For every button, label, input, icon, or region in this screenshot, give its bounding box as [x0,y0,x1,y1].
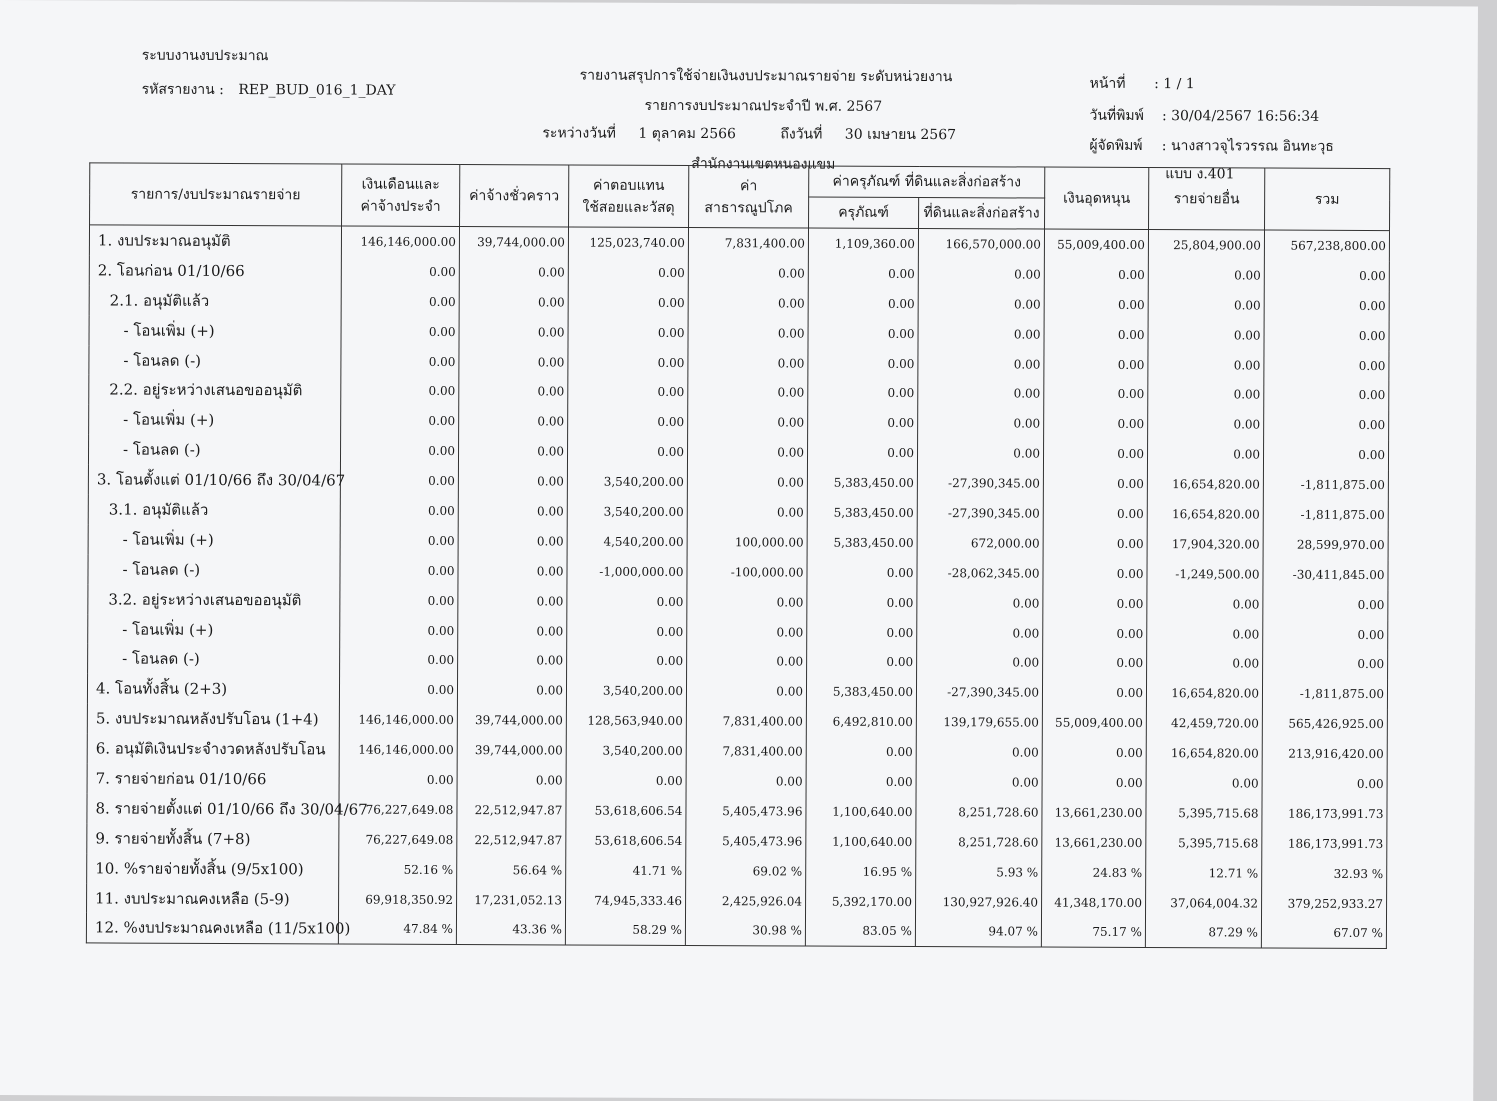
row-value: 74,945,333.46 [566,885,686,915]
row-value: 0.00 [1148,320,1264,350]
row-value: 0.00 [808,378,918,408]
row-value: 0.00 [1148,379,1264,409]
row-value: 83.05 % [805,916,915,947]
row-value: 87.29 % [1145,917,1261,948]
row-label: 1. งบประมาณอนุมัติ [89,225,341,256]
col-utilities-line1: ค่า [740,177,758,194]
row-value: 0.00 [341,346,459,376]
row-value: 0.00 [1044,379,1148,409]
row-value: 0.00 [1044,289,1148,319]
row-value: 0.00 [1147,439,1263,469]
row-value: 0.00 [458,586,567,616]
row-label: 7. รายจ่ายก่อน 01/10/66 [87,763,339,794]
row-value: 47.84 % [338,914,456,945]
row-value: 1,109,360.00 [808,228,918,259]
row-value: 0.00 [459,317,568,347]
row-value: 0.00 [1263,440,1388,470]
row-value: 0.00 [1264,380,1389,410]
row-value: 0.00 [568,377,688,407]
row-value: 0.00 [1043,499,1147,529]
row-value: 0.00 [458,645,567,675]
row-value: 0.00 [340,615,458,645]
row-value: 0.00 [340,645,458,675]
row-value: 0.00 [568,407,688,437]
row-value: 0.00 [918,408,1044,438]
row-value: 0.00 [567,437,687,467]
row-value: -100,000.00 [687,557,807,587]
period-from: 1 ตุลาคม 2566 [638,125,736,143]
row-label: 3.2. อยู่ระหว่างเสนอขออนุมัติ [88,584,340,615]
row-value: 39,744,000.00 [457,705,566,735]
row-value: 213,916,420.00 [1262,739,1387,769]
row-value: 53,618,606.54 [566,825,686,855]
row-value: 0.00 [567,586,687,616]
row-label: - โอนเพิ่ม (+) [89,315,341,346]
row-value: 7,831,400.00 [686,736,806,766]
row-value: 94.07 % [915,916,1041,947]
row-label: 2.2. อยู่ระหว่างเสนอขออนุมัติ [89,375,341,406]
row-value: 53,618,606.54 [566,795,686,825]
row-value: -1,811,875.00 [1262,679,1387,709]
report-title: รายงานสรุปการใช้จ่ายเงินงบประมาณรายจ่าย ระดับหน่วยงาน [579,67,953,86]
row-label: - โอนเพิ่ม (+) [89,405,341,436]
row-label: - โอนลด (-) [88,435,340,466]
col-utilities [689,166,809,229]
row-value: 0.00 [808,318,918,348]
row-value: 0.00 [918,349,1044,379]
row-value: 3,540,200.00 [566,736,686,766]
row-value: 0.00 [688,288,808,318]
header-row-1 [90,163,1390,200]
row-value: 0.00 [1147,648,1263,678]
row-value: -1,000,000.00 [567,556,687,586]
row-value: 0.00 [806,737,916,767]
row-value: 672,000.00 [917,528,1043,558]
report-subtitle: รายการงบประมาณประจำปี พ.ศ. 2567 [644,97,883,115]
row-value: 32.93 % [1262,858,1387,888]
page-value: : 1 / 1 [1154,76,1195,93]
row-label: - โอนลด (-) [88,644,340,675]
row-value: 0.00 [1263,589,1388,619]
col-compensation-line2: ใช้สอยและวัสดุ [582,199,675,216]
row-value: 39,744,000.00 [459,227,568,258]
row-value: 0.00 [340,525,458,555]
row-label: 12. %งบประมาณคงเหลือ (11/5x100) [86,913,338,944]
row-value: 5,392,170.00 [806,886,916,916]
col-item: รายการ/งบประมาณรายจ่าย [90,163,342,226]
col-subsidy: เงินอุดหนุน [1045,167,1149,229]
row-value: 5,395,715.68 [1146,798,1262,828]
row-value: 0.00 [807,647,917,677]
row-value: 0.00 [1264,410,1389,440]
row-value: 0.00 [1264,320,1389,350]
row-label: - โอนลด (-) [89,345,341,376]
row-value: 4,540,200.00 [567,526,687,556]
row-value: 0.00 [341,376,459,406]
row-value: 0.00 [568,287,688,317]
row-value: 8,251,728.60 [916,797,1042,827]
row-value: 5,383,450.00 [807,527,917,557]
row-label: - โอนเพิ่ม (+) [88,524,340,555]
row-value: 0.00 [1262,769,1387,799]
row-value: -27,390,345.00 [917,468,1043,498]
office-name: สำนักงานเขตหนองแขม [691,156,836,173]
row-value: 565,426,925.00 [1262,709,1387,739]
row-value: 55,009,400.00 [1044,229,1148,260]
row-value: 0.00 [687,617,807,647]
row-value: 0.00 [1044,349,1148,379]
row-value: 0.00 [808,258,918,288]
row-value: 0.00 [457,675,566,705]
report-code [142,79,396,102]
print-date [1089,105,1319,128]
row-value: 25,804,900.00 [1148,230,1264,261]
row-value: 0.00 [341,256,459,286]
row-value: 0.00 [458,526,567,556]
row-value: 0.00 [1043,618,1147,648]
row-value: 8,251,728.60 [916,827,1042,857]
row-value: 0.00 [459,406,568,436]
system-name: ระบบงานงบประมาณ [141,47,269,65]
row-label: 2.1. อนุมัติแล้ว [89,285,341,316]
row-value: 0.00 [459,347,568,377]
row-value: 43.36 % [456,914,565,945]
row-value: 41,348,170.00 [1042,887,1146,917]
row-value: 0.00 [1043,469,1147,499]
row-value: 0.00 [918,259,1044,289]
row-value: 0.00 [1043,439,1147,469]
row-value: 56.64 % [457,855,566,885]
row-value: 0.00 [1264,260,1389,290]
row-value: -27,390,345.00 [916,677,1042,707]
row-value: 166,570,000.00 [918,229,1044,260]
row-value: 1,100,640.00 [806,826,916,856]
row-value: 0.00 [918,319,1044,349]
row-value: 16,654,820.00 [1146,678,1262,708]
row-value: 0.00 [1043,528,1147,558]
row-value: 0.00 [808,348,918,378]
row-value: 0.00 [457,765,566,795]
row-value: 0.00 [917,438,1043,468]
row-value: 0.00 [807,617,917,647]
row-value: 0.00 [688,258,808,288]
col-compensation-line1: ค่าตอบแทน [592,177,665,194]
row-value: 0.00 [687,587,807,617]
row-label: 4. โอนทั้งสิ้น (2+3) [87,674,339,705]
row-value: 3,540,200.00 [567,467,687,497]
row-value: 0.00 [459,376,568,406]
row-value: 7,831,400.00 [686,706,806,736]
row-value: 5,383,450.00 [807,468,917,498]
row-value: 13,661,230.00 [1042,797,1146,827]
row-value: 0.00 [458,466,567,496]
row-value: 0.00 [917,618,1043,648]
row-value: 0.00 [686,676,806,706]
row-value: 16,654,820.00 [1147,469,1263,499]
row-value: -28,062,345.00 [917,558,1043,588]
col-total: รวม [1265,168,1390,231]
row-value: 0.00 [1147,589,1263,619]
row-value: 22,512,947.87 [457,795,566,825]
printer [1089,135,1333,158]
row-value: 125,023,740.00 [568,227,688,258]
row-value: 0.00 [1044,409,1148,439]
row-value: 0.00 [916,767,1042,797]
row-label: 3.1. อนุมัติแล้ว [88,494,340,525]
row-value: 0.00 [688,407,808,437]
row-value: 28,599,970.00 [1263,529,1388,559]
period-from-label: ระหว่างวันที่ [542,125,616,142]
row-value: 0.00 [688,348,808,378]
row-value: 0.00 [1147,619,1263,649]
row-value: 76,227,649.08 [339,794,457,824]
row-value: 5,405,473.96 [686,826,806,856]
col-other: รายจ่ายอื่น [1149,168,1265,231]
row-value: 0.00 [1146,768,1262,798]
row-value: 7,831,400.00 [688,228,808,259]
row-value: 0.00 [1263,649,1388,679]
row-label: - โอนลด (-) [88,554,340,585]
page-label: หน้าที่ [1089,75,1126,92]
row-value: 0.00 [458,616,567,646]
row-label: 9. รายจ่ายทั้งสิ้น (7+8) [87,823,339,854]
row-value: 0.00 [341,406,459,436]
row-value: 0.00 [458,556,567,586]
row-value: 146,146,000.00 [341,226,459,257]
row-value: 52.16 % [339,854,457,884]
row-value: 0.00 [339,765,457,795]
printer-label: ผู้จัดพิมพ์ [1089,137,1143,154]
row-value: 0.00 [1148,350,1264,380]
row-value: 12.71 % [1146,858,1262,888]
row-value: 17,231,052.13 [457,885,566,915]
row-value: 0.00 [458,496,567,526]
col-group-durable: ค่าครุภัณฑ์ ที่ดินและสิ่งก่อสร้าง [809,166,1045,198]
row-value: 0.00 [340,585,458,615]
row-value: 0.00 [917,647,1043,677]
row-value: 0.00 [1264,290,1389,320]
period-to-label: ถึงวันที่ [780,126,823,143]
row-value: 0.00 [687,646,807,676]
row-value: 41.71 % [566,855,686,885]
row-value: 0.00 [1042,738,1146,768]
row-value: 0.00 [1148,409,1264,439]
budget-summary-table [86,162,1390,949]
row-value: 186,173,991.73 [1262,828,1387,858]
row-value: 0.00 [686,766,806,796]
row-value: 69,918,350.92 [339,884,457,914]
row-value: -1,811,875.00 [1263,470,1388,500]
row-value: -1,811,875.00 [1263,500,1388,530]
row-label: 10. %รายจ่ายทั้งสิ้น (9/5x100) [87,853,339,884]
row-value: 0.00 [1043,588,1147,618]
row-value: 128,563,940.00 [566,706,686,736]
print-date-label: วันที่พิมพ์ [1089,107,1144,124]
row-value: 0.00 [566,766,686,796]
row-value: 30.98 % [685,915,805,946]
row-value: 0.00 [568,257,688,287]
row-label: 3. โอนตั้งแต่ 01/10/66 ถึง 30/04/67 [88,465,340,496]
row-value: -1,249,500.00 [1147,559,1263,589]
report-code-label: รหัสรายงาน : [141,81,224,98]
row-value: 100,000.00 [687,527,807,557]
row-value: 0.00 [1044,319,1148,349]
table-row [86,913,1386,949]
row-value: 67.07 % [1261,918,1386,949]
row-value: 2,425,926.04 [686,886,806,916]
row-value: 0.00 [568,347,688,377]
row-value: 55,009,400.00 [1042,708,1146,738]
printer-value: : นางสาวจุไรวรรณ อินทะวุธ [1161,138,1334,155]
row-value: 0.00 [340,555,458,585]
row-value: 16.95 % [806,856,916,886]
row-value: 0.00 [806,767,916,797]
row-value: 0.00 [459,257,568,287]
report-period [542,122,956,146]
row-value: 379,252,933.27 [1262,888,1387,918]
row-value: 0.00 [808,408,918,438]
row-value: 0.00 [1044,259,1148,289]
row-value: 0.00 [568,317,688,347]
report-code-value: REP_BUD_016_1_DAY [238,82,396,99]
row-value: 146,146,000.00 [339,735,457,765]
row-label: 6. อนุมัติเงินประจำงวดหลังปรับโอน [87,734,339,765]
row-value: 0.00 [1042,768,1146,798]
row-value: 5,405,473.96 [686,796,806,826]
row-value: 0.00 [916,737,1042,767]
row-value: 0.00 [918,289,1044,319]
row-label: 2. โอนก่อน 01/10/66 [89,255,341,286]
row-value: 0.00 [1043,558,1147,588]
row-value: 1,100,640.00 [806,796,916,826]
row-value: 16,654,820.00 [1146,738,1262,768]
row-value: 5,383,450.00 [806,677,916,707]
row-value: 17,904,320.00 [1147,529,1263,559]
row-value: 22,512,947.87 [457,825,566,855]
form-code: แบบ ง.401 [1165,166,1235,183]
row-value: 0.00 [1043,648,1147,678]
row-label: 11. งบประมาณคงเหลือ (5-9) [87,883,339,914]
row-value: 0.00 [1264,350,1389,380]
col-salary-line1: เงินเดือนและ [361,176,440,193]
period-to: 30 เมษายน 2567 [844,126,957,144]
row-value: 0.00 [1148,260,1264,290]
row-value: 39,744,000.00 [457,735,566,765]
row-value: -30,411,845.00 [1263,559,1388,589]
row-label: - โอนเพิ่ม (+) [88,614,340,645]
row-value: 0.00 [917,588,1043,618]
row-value: 0.00 [808,288,918,318]
row-value: 146,146,000.00 [339,705,457,735]
row-value: 0.00 [340,466,458,496]
row-value: 0.00 [1148,290,1264,320]
col-salary [342,164,460,227]
row-value: 0.00 [687,467,807,497]
row-value: 0.00 [339,675,457,705]
row-value: 69.02 % [686,856,806,886]
row-value: 0.00 [918,378,1044,408]
row-value: 0.00 [807,557,917,587]
col-utilities-line2: สาธารณูปโภค [704,199,793,216]
row-value: 58.29 % [565,915,685,946]
row-value: 0.00 [807,587,917,617]
row-value: 5,395,715.68 [1146,828,1262,858]
page-number [1090,73,1195,95]
row-value: 0.00 [567,646,687,676]
row-value: 0.00 [340,496,458,526]
col-land: ที่ดินและสิ่งก่อสร้าง [919,198,1045,230]
row-value: 24.83 % [1042,857,1146,887]
row-value: 0.00 [688,318,808,348]
row-value: 0.00 [341,316,459,346]
row-value: 0.00 [1042,678,1146,708]
row-value: 76,227,649.08 [339,824,457,854]
row-value: 6,492,810.00 [806,707,916,737]
row-value: 0.00 [1263,619,1388,649]
row-value: 37,064,004.32 [1146,888,1262,918]
print-date-value: : 30/04/2567 16:56:34 [1161,108,1320,125]
row-label: 8. รายจ่ายตั้งแต่ 01/10/66 ถึง 30/04/67 [87,793,339,824]
col-temp-wage: ค่าจ้างชั่วคราว [460,165,569,227]
row-value: 0.00 [341,286,459,316]
col-salary-line2: ค่าจ้างประจำ [360,198,441,215]
row-value: 139,179,655.00 [916,707,1042,737]
row-value: 0.00 [688,377,808,407]
col-durable: ครุภัณฑ์ [809,197,919,228]
row-value: 0.00 [687,497,807,527]
row-value: 0.00 [807,438,917,468]
row-value: -27,390,345.00 [917,498,1043,528]
table-body [86,225,1389,949]
row-value: 16,654,820.00 [1147,499,1263,529]
row-value: 567,238,800.00 [1264,230,1389,261]
row-value: 130,927,926.40 [916,887,1042,917]
row-value: 13,661,230.00 [1042,827,1146,857]
row-value: 186,173,991.73 [1262,798,1387,828]
col-compensation [569,165,689,228]
row-value: 75.17 % [1041,917,1145,948]
row-value: 3,540,200.00 [566,676,686,706]
row-value: 0.00 [340,436,458,466]
row-value: 0.00 [567,616,687,646]
row-value: 3,540,200.00 [567,496,687,526]
row-value: 5,383,450.00 [807,498,917,528]
row-value: 0.00 [459,287,568,317]
row-value: 42,459,720.00 [1146,708,1262,738]
row-value: 0.00 [687,437,807,467]
row-value: 0.00 [458,436,567,466]
row-label: 5. งบประมาณหลังปรับโอน (1+4) [87,704,339,735]
row-value: 5.93 % [916,857,1042,887]
